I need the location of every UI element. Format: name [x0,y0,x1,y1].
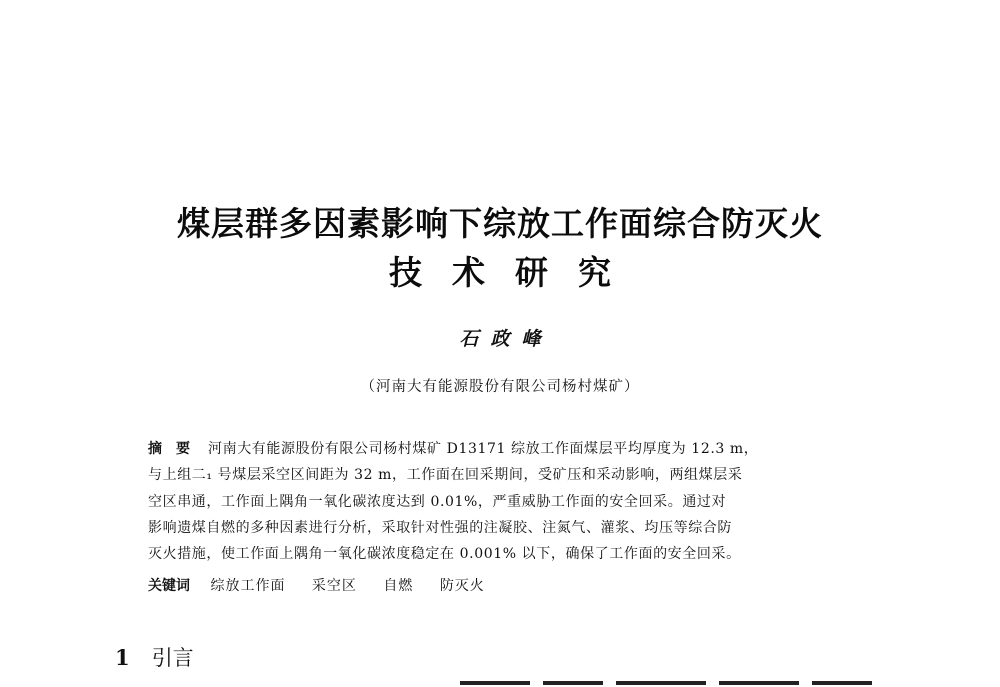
keyword: 自燃 [383,578,414,594]
section-number: 1 [115,645,130,670]
cut-off-text-fragment [616,681,706,685]
keyword: 综放工作面 [210,578,286,594]
cut-off-text-fragment [460,681,530,685]
keyword: 防灭火 [439,578,485,594]
keyword: 采空区 [311,578,357,594]
section-heading [115,642,194,672]
abstract-line: 空区串通，工作面上隅角一氧化碳浓度达到 0.01%，严重威胁工作面的安全回采。通过对 [148,493,727,510]
abstract-text: 河南大有能源股份有限公司杨村煤矿 D13171 综放工作面煤层平均厚度为 12.3 m， [208,441,759,457]
author-name: 石政峰 [459,328,553,350]
abstract-line: 灭火措施，使工作面上隅角一氧化碳浓度稳定在 0.001% 以下，确保了工作面的安全回采。 [148,546,741,563]
cut-off-text-fragment [812,681,872,685]
abstract-line: 与上组二₁ 号煤层采空区间距为 32 m，工作面在回采期间，受矿压和采动影响，两组煤层采 [148,467,743,484]
abstract-line: 影响遗煤自燃的多种因素进行分析，采取针对性强的注凝胶、注氮气、灌浆、均压等综合防 [148,519,732,536]
section-title: 引言 [151,646,194,670]
paper-title-line2: 技术研究 [389,253,641,292]
keywords-row [148,575,507,595]
keywords-label: 关键词 [148,578,190,594]
abstract-line [148,436,862,462]
paper-title-line1: 煤层群多因素影响下综放工作面综合防灭火 [177,204,823,243]
abstract-label: 摘要 [148,441,204,457]
cut-off-text-fragment [543,681,603,685]
cut-off-text-fragment [719,681,799,685]
abstract-block [148,436,862,567]
cut-off-text-line [460,676,900,687]
author-affiliation: （河南大有能源股份有限公司杨村煤矿） [360,379,640,395]
